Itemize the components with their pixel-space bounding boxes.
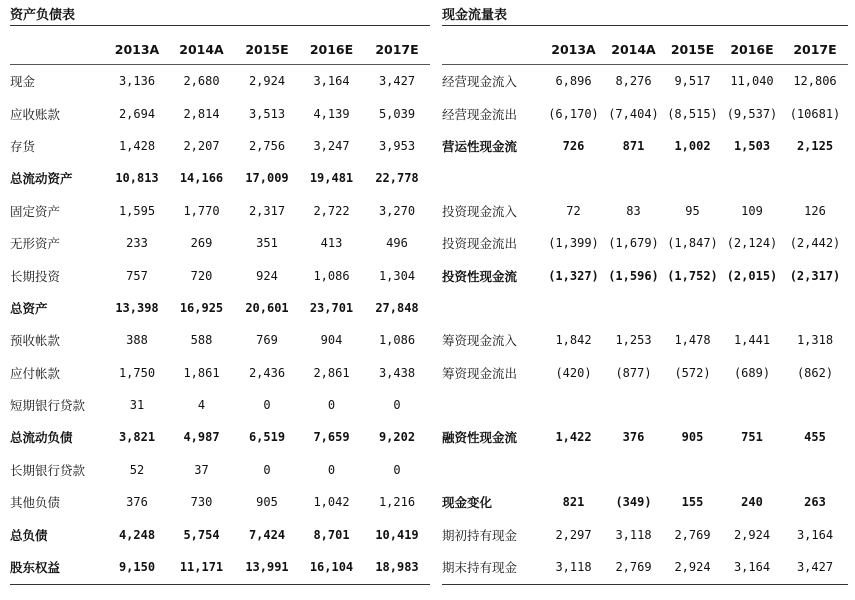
value-cell: 1,595 (118, 203, 156, 218)
value-cell: 1,441 (733, 333, 771, 348)
value-cell: 2,769 (674, 527, 711, 542)
value-cell: 0 (393, 462, 401, 477)
row-label: 经营现金流出 (442, 106, 518, 122)
value-cell: 3,164 (796, 527, 834, 542)
table-row (10, 227, 430, 259)
value-cell: 240 (741, 495, 763, 510)
table-row (442, 324, 848, 356)
value-cell: 11,040 (730, 74, 774, 89)
value-cell (722, 389, 782, 421)
table-row (442, 97, 848, 129)
value-cell: 0 (263, 398, 271, 413)
table-row (10, 486, 430, 518)
value-cell: 3,118 (555, 560, 592, 575)
year-header: 2013A (543, 34, 604, 65)
value-cell: 769 (256, 333, 278, 348)
table-row (10, 292, 430, 324)
value-cell (604, 292, 663, 324)
value-cell: (1,847) (667, 236, 718, 251)
value-cell: (7,404) (608, 106, 659, 121)
header-blank-cell (10, 34, 106, 65)
value-cell (543, 292, 604, 324)
value-cell: (877) (615, 365, 652, 380)
value-cell: 4,139 (313, 106, 350, 121)
value-cell: 2,756 (248, 138, 286, 153)
row-label: 无形资产 (10, 236, 61, 252)
value-cell: 27,848 (375, 300, 419, 315)
value-cell: 905 (256, 495, 278, 510)
year-header: 2014A (168, 34, 235, 65)
value-cell: 351 (256, 236, 278, 251)
value-cell: 720 (190, 268, 213, 283)
value-cell: 9,150 (118, 560, 156, 575)
value-cell: 5,039 (378, 106, 416, 121)
value-cell: 1,042 (313, 495, 350, 510)
value-cell: 3,164 (313, 74, 350, 89)
table-row (442, 389, 848, 421)
value-cell: 0 (327, 462, 336, 477)
row-label (442, 162, 543, 194)
row-label: 应付帐款 (10, 365, 61, 381)
value-cell: 83 (626, 203, 641, 218)
table-row (442, 357, 848, 389)
value-cell: 3,427 (378, 74, 416, 89)
table-row (442, 421, 848, 453)
value-cell: (2,124) (726, 236, 778, 251)
value-cell (604, 454, 663, 486)
table-row (10, 518, 430, 550)
value-cell: 2,680 (183, 74, 220, 89)
value-cell: 11,171 (179, 560, 224, 575)
value-cell: 9,202 (378, 430, 416, 445)
value-cell: 3,136 (118, 74, 156, 89)
header-blank-cell (442, 34, 543, 65)
value-cell: 871 (622, 138, 645, 153)
value-cell: (1,327) (548, 268, 599, 283)
value-cell: 126 (804, 203, 826, 218)
value-cell: 31 (129, 398, 145, 413)
table-row (442, 551, 848, 583)
table-row (442, 518, 848, 550)
table-row (10, 551, 430, 583)
value-cell: 2,722 (313, 203, 350, 218)
value-cell: 1,428 (118, 138, 156, 153)
value-cell: (1,596) (608, 268, 659, 283)
title-divider (10, 25, 430, 26)
value-cell: 2,814 (183, 106, 220, 121)
value-cell: 14,166 (179, 171, 224, 186)
table-row (10, 162, 430, 194)
value-cell: 388 (126, 333, 148, 348)
row-label: 其他负债 (10, 495, 61, 511)
value-cell: 4,987 (183, 430, 220, 445)
year-header: 2016E (722, 34, 782, 65)
row-label: 长期投资 (10, 268, 61, 284)
value-cell: 2,125 (796, 138, 834, 153)
table-row (442, 162, 848, 194)
value-cell: 904 (320, 333, 343, 348)
value-cell: 4,248 (118, 527, 156, 542)
value-cell: 16,104 (309, 560, 354, 575)
table-bottom-rule (10, 584, 430, 585)
value-cell: 455 (804, 430, 826, 445)
value-cell: 72 (566, 203, 581, 218)
value-cell: 4 (197, 398, 206, 413)
value-cell (543, 454, 604, 486)
value-cell: 3,438 (378, 365, 416, 380)
value-cell: 0 (263, 462, 271, 477)
value-cell: 6,896 (555, 74, 592, 89)
value-cell: 1,770 (183, 203, 220, 218)
value-cell (663, 389, 722, 421)
value-cell: 2,317 (248, 203, 286, 218)
value-cell: 1,478 (674, 333, 711, 348)
table-row (10, 421, 430, 453)
value-cell: 2,297 (555, 527, 592, 542)
year-header: 2017E (364, 34, 430, 65)
row-label: 预收帐款 (10, 333, 61, 349)
value-cell: 10,419 (375, 527, 419, 542)
value-cell: 7,659 (313, 430, 350, 445)
value-cell: (2,317) (789, 268, 841, 283)
value-cell: 2,694 (118, 106, 156, 121)
value-cell: 2,436 (248, 365, 286, 380)
value-cell (782, 162, 848, 194)
row-label: 期初持有现金 (442, 527, 518, 543)
value-cell: 757 (126, 268, 148, 283)
value-cell: 3,164 (733, 560, 771, 575)
value-cell: (349) (615, 495, 652, 510)
value-cell (782, 454, 848, 486)
value-cell: 1,750 (118, 365, 156, 380)
row-label: 总资产 (10, 300, 48, 316)
value-cell: 16,925 (179, 300, 224, 315)
row-label: 现金变化 (442, 495, 493, 511)
value-cell: 1,086 (313, 268, 350, 283)
value-cell: 20,601 (245, 300, 289, 315)
table-row (10, 65, 430, 98)
value-cell: 413 (320, 236, 343, 251)
value-cell: (572) (674, 365, 711, 380)
value-cell: 2,769 (615, 560, 652, 575)
value-cell: 3,118 (615, 527, 652, 542)
table-row (442, 227, 848, 259)
table-row (10, 389, 430, 421)
value-cell: 2,207 (183, 138, 220, 153)
table-row (10, 454, 430, 486)
balance-sheet-title: 资产负债表 (10, 8, 76, 23)
value-cell: 13,991 (245, 560, 289, 575)
row-label: 总流动负债 (10, 430, 73, 446)
row-label: 营运性现金流 (442, 138, 518, 154)
year-header: 2016E (299, 34, 364, 65)
table-row (442, 195, 848, 227)
value-cell: 2,861 (313, 365, 350, 380)
value-cell (604, 162, 663, 194)
value-cell: 233 (126, 236, 148, 251)
value-cell: 7,424 (248, 527, 286, 542)
value-cell: 3,953 (378, 138, 416, 153)
value-cell: 0 (327, 398, 336, 413)
row-label (442, 454, 543, 486)
table-row (10, 130, 430, 162)
value-cell: 1,253 (615, 333, 652, 348)
table-row (442, 292, 848, 324)
value-cell: 905 (681, 430, 704, 445)
value-cell: 18,983 (375, 560, 419, 575)
value-cell: 8,276 (615, 74, 652, 89)
value-cell: 37 (194, 462, 209, 477)
value-cell: 52 (129, 462, 145, 477)
row-label: 筹资现金流出 (442, 365, 518, 381)
row-label (442, 389, 543, 421)
value-cell: (2,015) (726, 268, 778, 283)
value-cell: 13,398 (115, 300, 159, 315)
value-cell: 2,924 (674, 560, 711, 575)
value-cell: 1,304 (378, 268, 416, 283)
row-label: 现金 (10, 74, 36, 90)
row-label (442, 292, 543, 324)
value-cell: 496 (386, 236, 408, 251)
balance-sheet-table (10, 34, 430, 583)
value-cell: 1,422 (555, 430, 592, 445)
row-label: 经营现金流入 (442, 74, 518, 90)
title-divider (442, 25, 848, 26)
row-label: 投资现金流出 (442, 236, 518, 252)
table-row (442, 65, 848, 98)
row-label: 长期银行贷款 (10, 462, 86, 478)
value-cell (722, 162, 782, 194)
value-cell: 22,778 (375, 171, 419, 186)
value-cell: (420) (555, 365, 592, 380)
value-cell: 8,701 (313, 527, 350, 542)
row-label: 存货 (10, 138, 36, 154)
value-cell: (6,170) (548, 106, 599, 121)
value-cell: (862) (796, 365, 834, 380)
value-cell: 730 (190, 495, 213, 510)
row-label: 股东权益 (10, 560, 61, 576)
value-cell (782, 292, 848, 324)
table-row (10, 357, 430, 389)
value-cell (543, 162, 604, 194)
value-cell: 6,519 (248, 430, 286, 445)
row-label: 投资性现金流 (442, 268, 518, 284)
year-header: 2015E (663, 34, 722, 65)
value-cell (663, 454, 722, 486)
value-cell: 1,318 (796, 333, 834, 348)
value-cell: 1,503 (733, 138, 771, 153)
value-cell: 3,821 (118, 430, 156, 445)
value-cell (663, 292, 722, 324)
year-header: 2015E (235, 34, 299, 65)
value-cell: (10681) (789, 106, 841, 121)
value-cell: (1,399) (548, 236, 599, 251)
value-cell: 19,481 (309, 171, 354, 186)
row-label: 筹资现金流入 (442, 333, 518, 349)
value-cell: 263 (804, 495, 826, 510)
value-cell: 1,842 (555, 333, 592, 348)
value-cell: 1,002 (674, 138, 711, 153)
value-cell: 95 (685, 203, 700, 218)
value-cell (604, 389, 663, 421)
year-header: 2013A (106, 34, 168, 65)
value-cell: 1,216 (378, 495, 416, 510)
table-row (10, 97, 430, 129)
value-cell: 9,517 (674, 74, 711, 89)
cash-flow-table (442, 34, 848, 583)
table-row (442, 259, 848, 291)
table-bottom-rule (442, 584, 848, 585)
table-row (442, 486, 848, 518)
row-label: 固定资产 (10, 203, 61, 219)
value-cell: 1,861 (183, 365, 220, 380)
value-cell: 3,513 (248, 106, 286, 121)
value-cell: (2,442) (789, 236, 841, 251)
value-cell (782, 389, 848, 421)
table-row (442, 454, 848, 486)
value-cell: (9,537) (726, 106, 778, 121)
value-cell: 2,924 (248, 74, 286, 89)
value-cell: 23,701 (309, 300, 354, 315)
table-row (10, 259, 430, 291)
value-cell: 12,806 (793, 74, 837, 89)
value-cell: 821 (562, 495, 585, 510)
value-cell: (8,515) (667, 106, 718, 121)
value-cell: 726 (562, 138, 585, 153)
value-cell: 3,427 (796, 560, 834, 575)
value-cell: (1,752) (667, 268, 718, 283)
value-cell: 5,754 (183, 527, 220, 542)
row-label: 投资现金流入 (442, 203, 518, 219)
value-cell: 17,009 (245, 171, 289, 186)
value-cell: 109 (741, 203, 763, 218)
value-cell: 269 (190, 236, 213, 251)
row-label: 总流动资产 (10, 171, 73, 187)
value-cell: 376 (126, 495, 148, 510)
row-label: 融资性现金流 (442, 430, 518, 446)
value-cell: 3,247 (313, 138, 350, 153)
value-cell: 0 (393, 398, 401, 413)
value-cell: 10,813 (115, 171, 159, 186)
value-cell (663, 162, 722, 194)
value-cell: (689) (733, 365, 771, 380)
value-cell: 751 (741, 430, 763, 445)
value-cell: 155 (681, 495, 704, 510)
row-label: 应收账款 (10, 106, 61, 122)
value-cell (722, 292, 782, 324)
year-header: 2017E (782, 34, 848, 65)
value-cell: 1,086 (378, 333, 416, 348)
value-cell: 376 (622, 430, 645, 445)
row-label: 期末持有现金 (442, 560, 518, 576)
value-cell: 2,924 (733, 527, 771, 542)
value-cell (722, 454, 782, 486)
table-row (10, 195, 430, 227)
table-header-row (442, 34, 848, 65)
table-row (10, 324, 430, 356)
row-label: 短期银行贷款 (10, 398, 86, 414)
value-cell: 588 (190, 333, 213, 348)
value-cell: 924 (256, 268, 278, 283)
value-cell: 3,270 (378, 203, 416, 218)
value-cell (543, 389, 604, 421)
table-header-row (10, 34, 430, 65)
value-cell: (1,679) (608, 236, 659, 251)
row-label: 总负债 (10, 527, 48, 543)
year-header: 2014A (604, 34, 663, 65)
table-row (442, 130, 848, 162)
cash-flow-title: 现金流量表 (442, 8, 508, 23)
